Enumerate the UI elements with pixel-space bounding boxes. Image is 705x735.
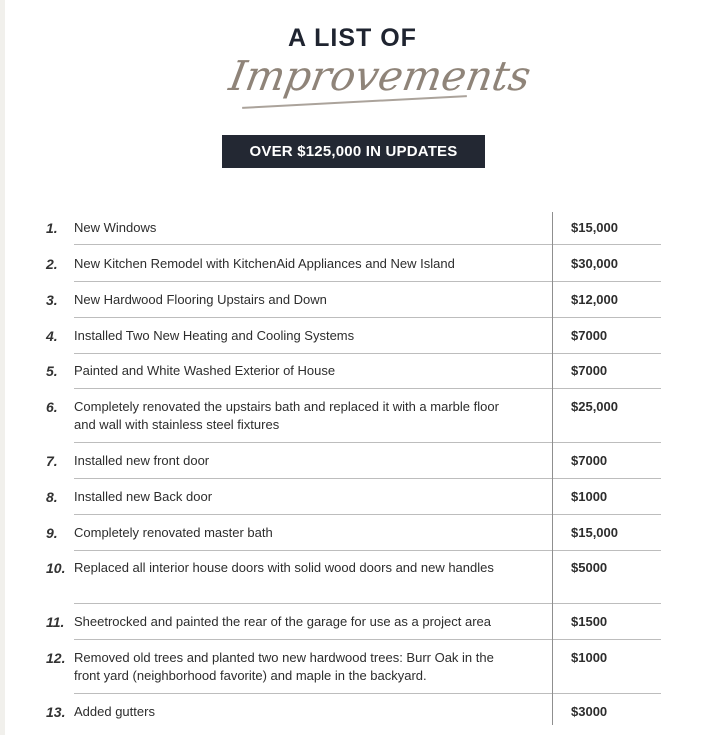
item-price: $30,000 — [571, 256, 618, 271]
item-description: Installed new Back door — [74, 489, 213, 504]
item-number: 1. — [46, 220, 58, 236]
item-number: 13. — [46, 704, 66, 720]
row-divider — [74, 353, 661, 354]
row-divider — [74, 639, 661, 640]
item-number: 8. — [46, 489, 58, 505]
row-divider — [74, 388, 661, 389]
item-description: Installed new front door — [74, 453, 210, 468]
item-description: Removed old trees and planted two new hardwood trees: Burr Oak in the front yard (neighborhood favorite) and maple in the backyard. — [74, 650, 494, 683]
item-price: $7000 — [571, 363, 608, 378]
item-price: $7000 — [571, 328, 608, 343]
item-description: Sheetrocked and painted the rear of the garage for use as a project area — [74, 614, 491, 629]
item-number: 2. — [46, 256, 58, 272]
item-price: $15,000 — [571, 525, 618, 540]
row-divider — [74, 478, 661, 479]
item-number: 12. — [46, 650, 66, 666]
item-number: 10. — [46, 560, 66, 576]
row-divider — [74, 514, 661, 515]
item-description: New Hardwood Flooring Upstairs and Down — [74, 292, 327, 307]
row-divider — [74, 693, 661, 694]
item-description: Replaced all interior house doors with solid wood doors and new handles — [74, 560, 494, 575]
script-subtitle: Improvements — [225, 52, 535, 100]
price-column-divider — [552, 212, 553, 725]
item-description: Added gutters — [74, 704, 155, 719]
row-divider — [74, 603, 661, 604]
item-number: 11. — [46, 614, 65, 630]
item-price: $7000 — [571, 453, 608, 468]
row-divider — [74, 281, 661, 282]
row-divider — [74, 550, 661, 551]
row-divider — [74, 442, 661, 443]
row-divider — [74, 317, 661, 318]
item-price: $12,000 — [571, 292, 618, 307]
item-number: 3. — [46, 292, 58, 308]
item-description: Painted and White Washed Exterior of House — [74, 363, 336, 378]
item-description: Completely renovated the upstairs bath and replaced it with a marble floor and wall with stainless steel fixtures — [74, 399, 499, 432]
banner-text: OVER $125,000 IN UPDATES — [249, 143, 458, 160]
item-price: $25,000 — [571, 399, 618, 414]
item-number: 4. — [46, 328, 58, 344]
item-number: 5. — [46, 363, 58, 379]
item-price: $15,000 — [571, 220, 618, 235]
item-description: New Windows — [74, 220, 157, 235]
item-number: 6. — [46, 399, 58, 415]
item-number: 7. — [46, 453, 58, 469]
item-price: $1000 — [571, 650, 608, 665]
item-price: $1000 — [571, 489, 608, 504]
item-number: 9. — [46, 525, 58, 541]
page-title: A LIST OF — [288, 24, 417, 52]
item-price: $5000 — [571, 560, 608, 575]
item-description: Installed Two New Heating and Cooling Systems — [74, 328, 355, 343]
row-divider — [74, 244, 661, 245]
item-description: New Kitchen Remodel with KitchenAid Appliances and New Island — [74, 256, 455, 271]
item-price: $1500 — [571, 614, 608, 629]
item-description: Completely renovated master bath — [74, 525, 273, 540]
item-price: $3000 — [571, 704, 608, 719]
